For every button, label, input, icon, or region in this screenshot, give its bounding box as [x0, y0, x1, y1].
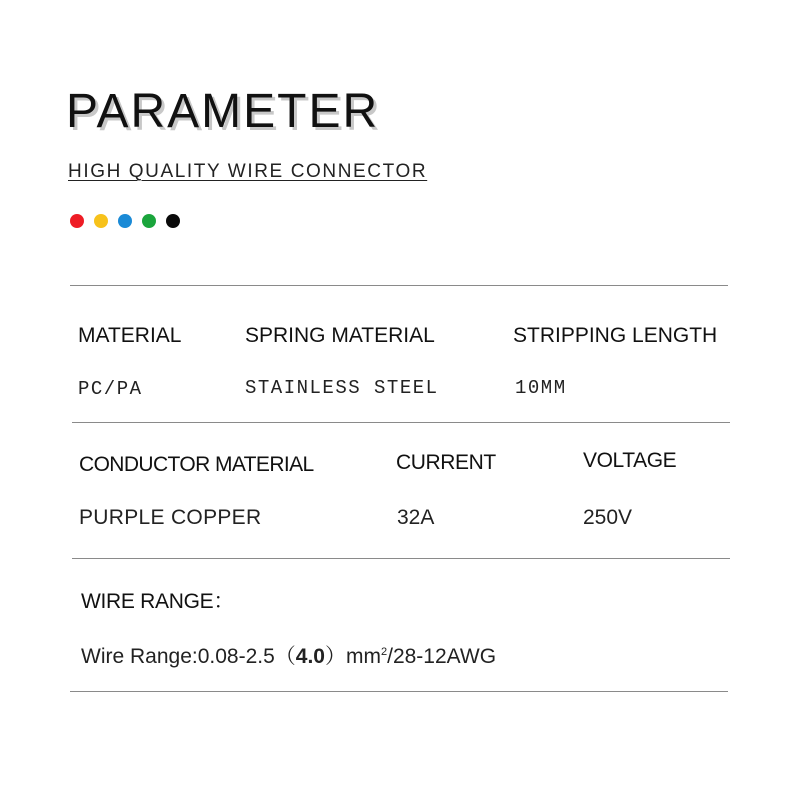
wire-range-prefix: Wire Range:0.08-2.5（ — [81, 645, 296, 668]
wire-range-bold: 4.0 — [295, 645, 325, 668]
divider-row2 — [72, 558, 730, 559]
wire-range-label: WIRE RANGE： — [81, 590, 235, 613]
page-title: PARAMETER — [66, 85, 380, 138]
material-label: MATERIAL — [78, 324, 182, 347]
conductor-material-label: CONDUCTOR MATERIAL — [79, 453, 314, 476]
stripping-length-value: 10MM — [515, 377, 567, 399]
yellow-dot — [94, 214, 108, 228]
divider-row1 — [72, 422, 730, 423]
current-label: CURRENT — [396, 451, 496, 474]
spring-material-value: STAINLESS STEEL — [245, 377, 439, 399]
wire-range-suffix: /28-12AWG — [387, 645, 497, 668]
page-subtitle: HIGH QUALITY WIRE CONNECTOR — [68, 161, 428, 182]
stripping-length-label: STRIPPING LENGTH — [513, 324, 718, 347]
divider-top — [70, 285, 728, 286]
blue-dot — [118, 214, 132, 228]
color-dots — [70, 214, 180, 228]
black-dot — [166, 214, 180, 228]
conductor-material-value: PURPLE COPPER — [79, 506, 262, 529]
current-value: 32A — [397, 506, 435, 529]
divider-bottom — [70, 691, 728, 692]
wire-range-sup: 2 — [380, 646, 388, 658]
voltage-value: 250V — [583, 506, 633, 529]
material-value: PC/PA — [78, 378, 143, 400]
voltage-label: VOLTAGE — [583, 449, 677, 472]
green-dot — [142, 214, 156, 228]
wire-range-unit: ）mm — [324, 645, 381, 668]
red-dot — [70, 214, 84, 228]
wire-range-value — [81, 644, 496, 670]
spring-material-label: SPRING MATERIAL — [245, 324, 435, 347]
